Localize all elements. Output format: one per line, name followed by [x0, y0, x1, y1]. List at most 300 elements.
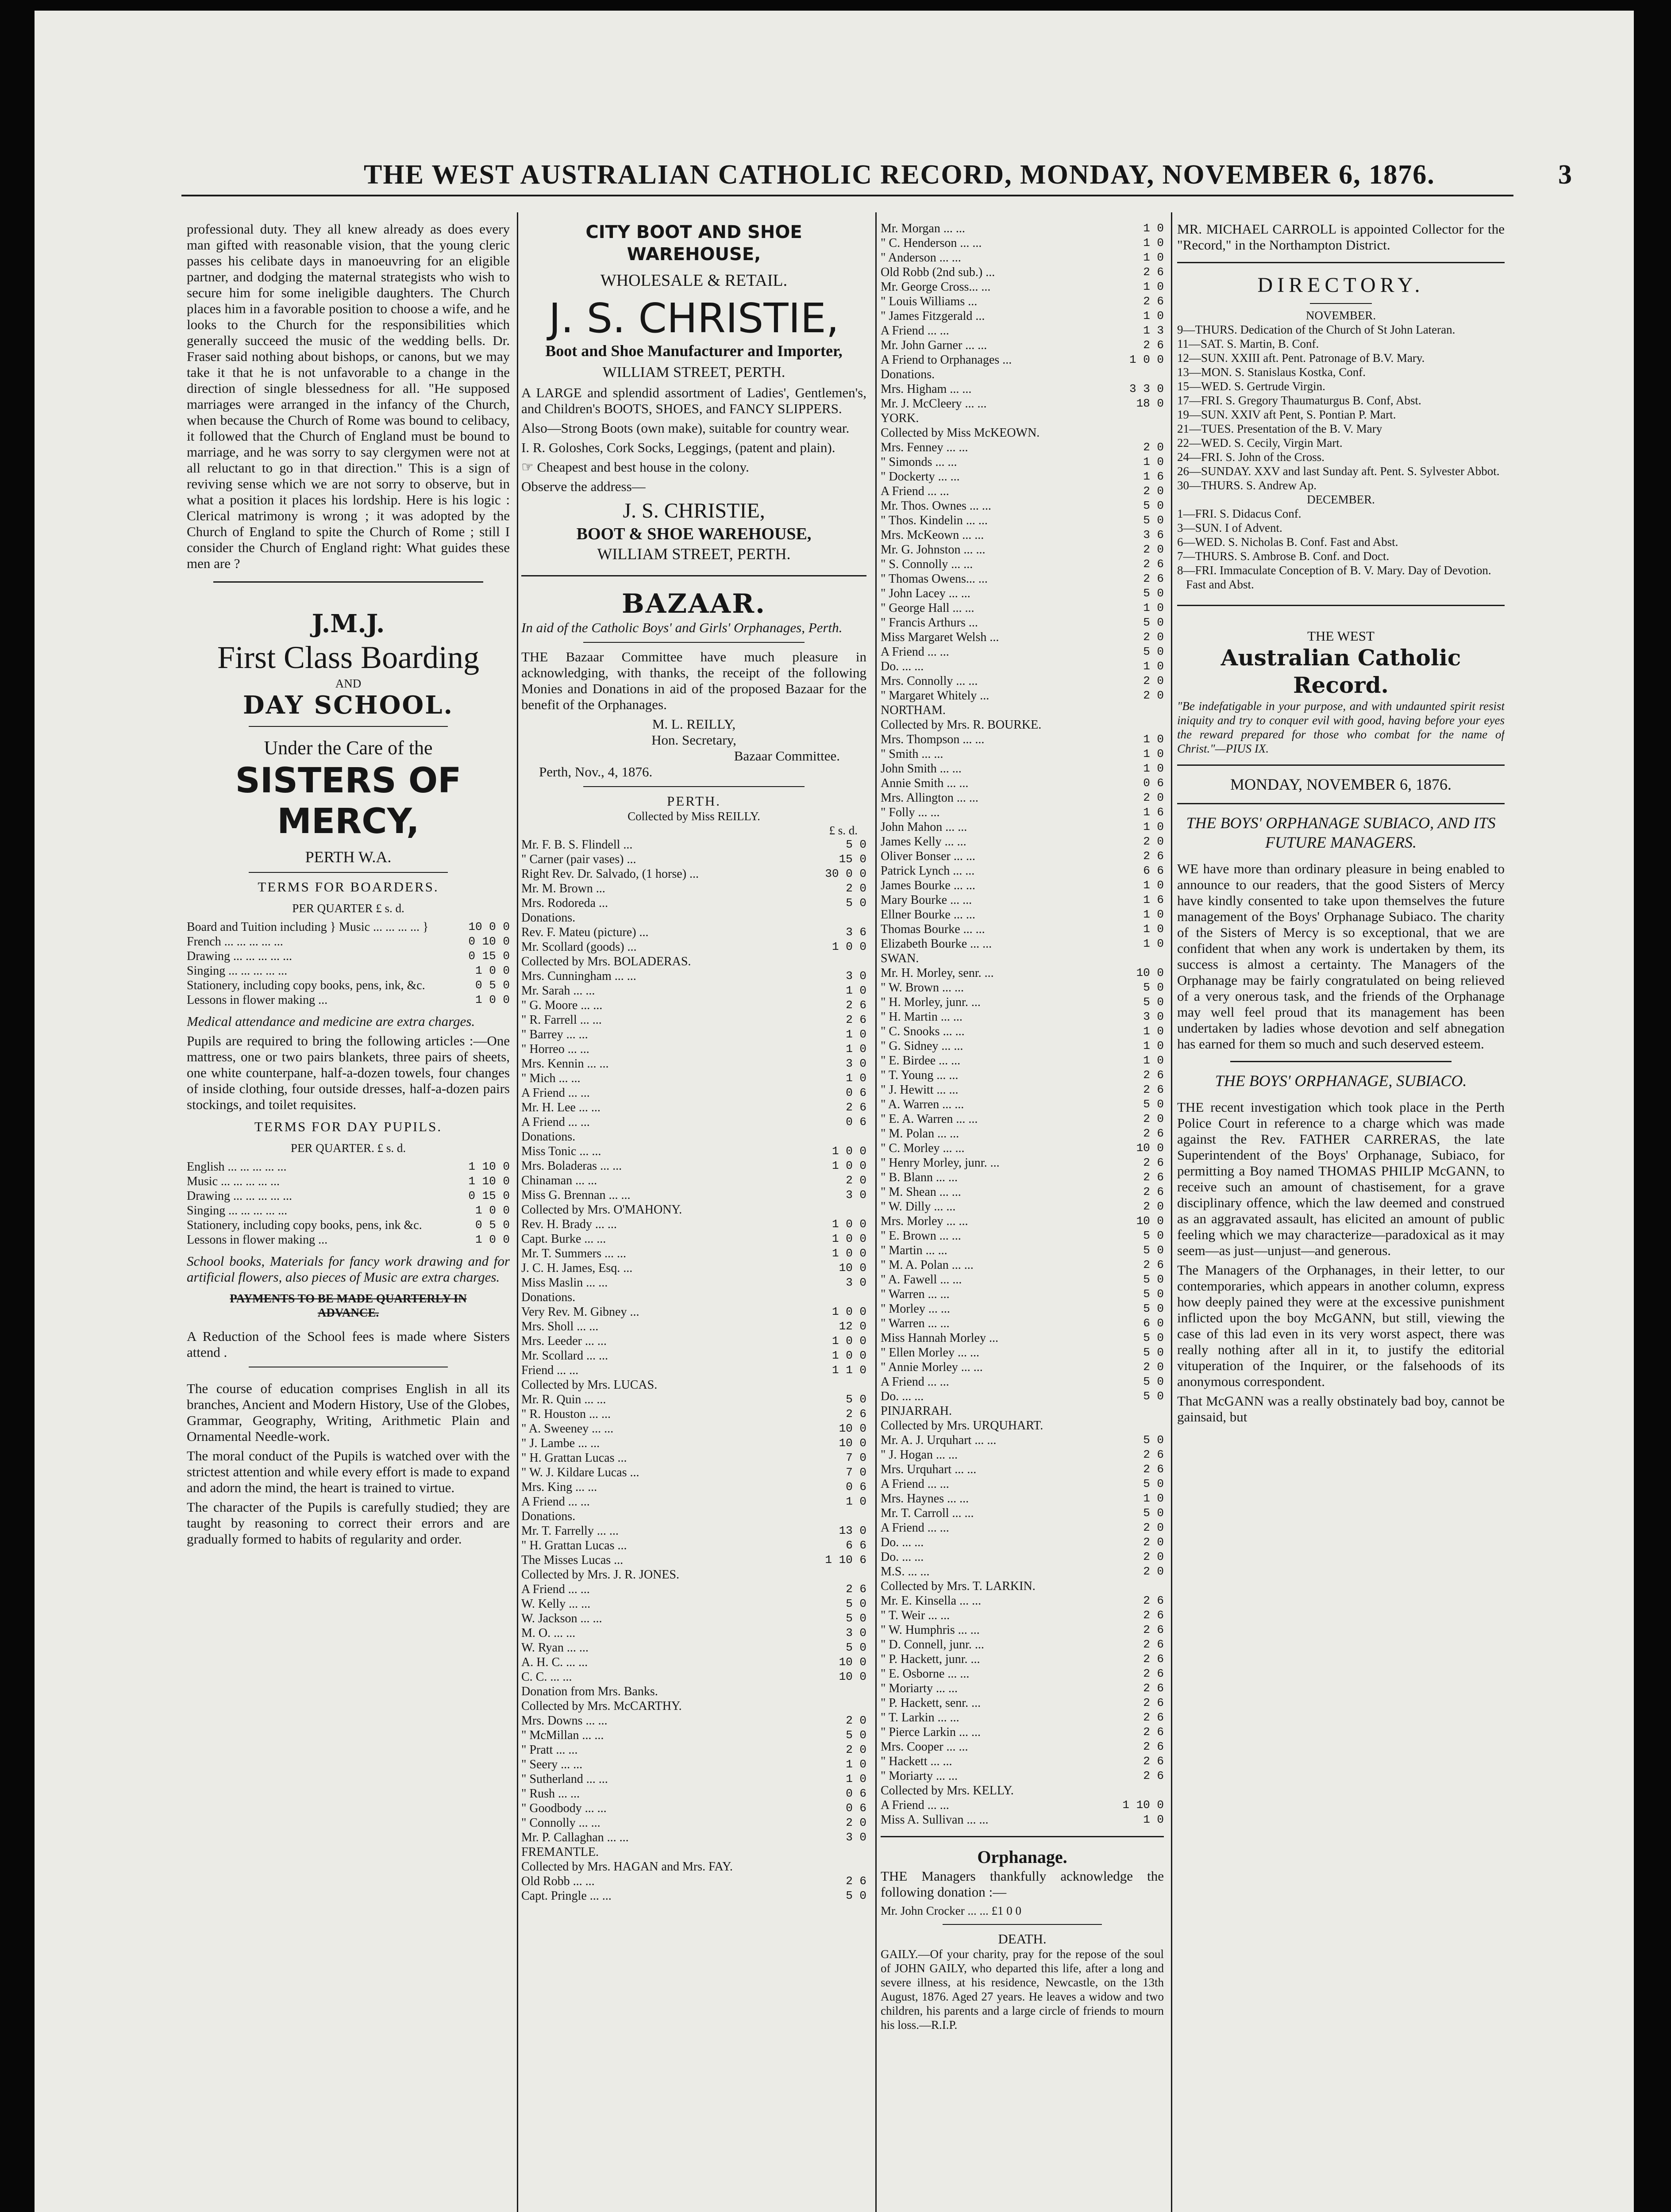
donation-row-name: Donations. — [881, 368, 935, 381]
donation-row — [881, 980, 1164, 995]
donation-row-name: Mrs. Sholl ... ... — [521, 1320, 599, 1333]
directory-entry: 13—MON. S. Stanislaus Kostka, Conf. — [1177, 365, 1366, 379]
donation-row-name: " W. Dilly ... ... — [881, 1200, 956, 1214]
donation-row — [521, 1524, 866, 1538]
page-header — [58, 159, 1572, 188]
donation-row — [881, 382, 1164, 396]
donation-row-name: Donations. — [521, 1290, 576, 1304]
donation-row — [881, 776, 1164, 791]
donation-row — [521, 1086, 866, 1100]
donation-row-name: Collected by Mrs. LUCAS. — [521, 1378, 658, 1392]
donation-row-name: Patrick Lynch ... ... — [881, 864, 975, 878]
donation-row-name: J. C. H. James, Esq. ... — [521, 1261, 633, 1275]
donation-row-amount: 2 6 — [846, 1407, 866, 1421]
donation-row-amount: 0 6 — [846, 1787, 866, 1800]
editorial-paragraph-1: WE have more than ordinary pleasure in being enabled to announce to our readers, that the good Sisters of Mercy have kindly consented to take upon themselves the future management of the Boys' Orphanage Subiaco. The charity of the Sisters of Mercy is so exceptional, that we are confident that when any work is undertaken by them, its success is almost a certainty. The Managers of the Orphanage may be fairly congratulated on being relieved of a very onerous task, and the friends of the Orphanage may well feel proud that its management has been undertaken by ladies whose devotion and self abnegation has earned for them so much and such deserved esteem. — [1177, 861, 1505, 1052]
divider — [521, 575, 866, 576]
donation-row-amount: 1 0 0 — [832, 940, 866, 953]
donation-row-name: John Mahon ... ... — [881, 820, 967, 834]
donation-row-amount: 3 6 — [846, 926, 866, 939]
donation-row-amount: 10 0 — [839, 1436, 866, 1450]
carroll-notice: MR. MICHAEL CARROLL is appointed Collector for the "Record," in the Northampton District. — [1177, 221, 1505, 253]
donation-row-amount: 2 6 — [1143, 1769, 1164, 1782]
orphanage-text: THE Managers thankfully acknowledge the following donation :— — [881, 1868, 1164, 1900]
donation-row — [881, 630, 1164, 645]
fee-row — [187, 993, 510, 1007]
donation-row — [521, 1436, 866, 1451]
fee-row-amount: 1 0 0 — [475, 993, 510, 1006]
donation-row-amount — [791, 1567, 866, 1582]
donation-row — [881, 1258, 1164, 1272]
donation-row — [881, 1141, 1164, 1156]
donation-row-amount: 1 0 — [1143, 280, 1164, 293]
donation-row-name: A Friend ... ... — [521, 1115, 590, 1129]
donation-row-name: " W. Brown ... ... — [881, 981, 964, 995]
course-text: The course of education comprises English in all its branches, Ancient and Modern History, Use of the Globes, Grammar, Geography, Writing, Arithmetic Plain and Ornamental Needle-work. — [187, 1381, 510, 1444]
donation-row-name: Mr. R. Quin ... ... — [521, 1393, 606, 1406]
donation-row-amount: 1 0 — [1143, 1025, 1164, 1038]
donation-row-name: Mr. P. Callaghan ... ... — [521, 1831, 629, 1844]
donation-row-name: Mr. T. Carroll ... ... — [881, 1506, 974, 1520]
donation-row-name: Do. ... ... — [881, 660, 924, 673]
donation-row — [881, 995, 1164, 1010]
donation-row — [521, 969, 866, 983]
donation-row — [881, 469, 1164, 484]
donation-row-amount: 5 0 — [846, 1728, 866, 1742]
donation-row — [881, 440, 1164, 455]
christie-name-2: J. S. CHRISTIE, — [623, 499, 765, 522]
donation-row-amount: 5 0 — [1143, 499, 1164, 512]
donation-row — [521, 1801, 866, 1816]
donation-row-amount: 13 0 — [839, 1524, 866, 1537]
donation-row — [881, 1316, 1164, 1331]
donation-row-amount: 2 0 — [1143, 1360, 1164, 1374]
donation-row-name: Mrs. Urquhart ... ... — [881, 1463, 977, 1476]
donation-row-amount: 2 6 — [1143, 1127, 1164, 1140]
donation-row-amount: 1 0 — [1143, 937, 1164, 950]
donation-row-name: Mrs. Boladeras ... ... — [521, 1159, 622, 1173]
donation-row — [881, 1623, 1164, 1637]
donation-row-amount: 1 0 — [846, 1028, 866, 1041]
donation-row-amount: 1 6 — [1143, 806, 1164, 819]
jmj-heading: J.M.J. — [312, 609, 385, 638]
motto: "Be indefatigable in your purpose, and with undaunted spirit resist iniquity and try to conquer evil with good, having before your eyes the reward prepared for those who combat for the name of Christ."—PIUS IX. — [1177, 699, 1505, 755]
donation-row-name: " E. A. Warren ... ... — [881, 1112, 978, 1126]
directory-entry: 1—FRI. S. Didacus Conf. — [1177, 507, 1301, 520]
page-number: 3 — [1558, 160, 1572, 190]
donation-row-name: " P. Hackett, junr. ... — [881, 1652, 980, 1666]
donation-row — [521, 983, 866, 998]
donation-row — [521, 1275, 866, 1290]
donation-row — [881, 1564, 1164, 1579]
donation-row — [521, 910, 866, 925]
donation-row-amount: 2 0 — [1143, 1536, 1164, 1549]
donation-row — [881, 586, 1164, 601]
donation-row-name: A Friend ... ... — [881, 645, 949, 659]
donation-row-amount: 0 6 — [846, 1480, 866, 1494]
donation-row-name: Oliver Bonser ... ... — [881, 849, 975, 863]
donation-row-amount: 5 0 — [846, 896, 866, 910]
donation-row-name: Mr. Scollard (goods) ... — [521, 940, 637, 954]
donation-row-amount: 3 0 — [846, 1276, 866, 1289]
donation-row — [521, 1816, 866, 1830]
donation-row-name: " Rush ... ... — [521, 1787, 580, 1801]
ad-text-1: A LARGE and splendid assortment of Ladies', Gentlemen's, and Children's BOOTS, SHOES, and FANCY SLIPPERS. — [521, 385, 866, 416]
donation-row-amount — [791, 1699, 866, 1713]
fee-row-name: English ... ... ... ... ... — [187, 1160, 287, 1174]
donation-row-amount: 1 0 — [1143, 747, 1164, 760]
donation-row-amount: 2 6 — [1143, 1682, 1164, 1695]
donation-row-name: Collected by Miss McKEOWN. — [881, 426, 1040, 440]
fee-row-name: Music ... ... ... ... ... — [187, 1175, 280, 1188]
donation-row-amount: 2 6 — [1143, 1696, 1164, 1709]
donation-row-amount: 1 6 — [1143, 470, 1164, 483]
directory-entry: 11—SAT. S. Martin, B. Conf. — [1177, 337, 1319, 350]
donation-row-amount: 5 0 — [1143, 1287, 1164, 1301]
donation-row-amount — [1089, 1404, 1164, 1418]
donation-row — [881, 791, 1164, 805]
pupils-requirements: Pupils are required to bring the following articles :—One mattress, one or two pairs blankets, three pairs of sheets, one white counterpane, half-a-dozen towels, four changes of inside clothing, four outside dresses, half-a-dozen pairs stockings, and toilet requisites. — [187, 1033, 510, 1112]
donation-row — [881, 1345, 1164, 1360]
donation-row-amount: 2 0 — [1143, 1550, 1164, 1563]
donation-row-name: " Dockerty ... ... — [881, 470, 960, 484]
donation-row-amount: 5 0 — [1143, 995, 1164, 1009]
donation-row-name: " Martin ... ... — [881, 1244, 947, 1257]
donation-row — [521, 837, 866, 852]
fee-row-amount: 1 0 0 — [475, 964, 510, 977]
donation-row — [881, 1783, 1164, 1798]
donation-row-amount: 0 6 — [846, 1115, 866, 1129]
donation-row-amount — [1089, 1783, 1164, 1798]
donation-row-name: C. C. ... ... — [521, 1670, 572, 1684]
donation-row-name: Elizabeth Bourke ... ... — [881, 937, 992, 951]
donation-row-amount: 2 6 — [1143, 1083, 1164, 1096]
donation-row — [521, 1217, 866, 1232]
donation-row — [881, 907, 1164, 922]
donation-row — [881, 426, 1164, 440]
donation-row-name: A. H. C. ... ... — [521, 1655, 588, 1669]
donation-row-amount: 1 0 — [846, 1071, 866, 1085]
donation-row — [881, 250, 1164, 265]
dateline: MONDAY, NOVEMBER 6, 1876. — [1230, 776, 1452, 793]
donation-row-amount: 5 0 — [1143, 1477, 1164, 1490]
fee-row — [187, 1203, 510, 1218]
donation-row-name: " H. Grattan Lucas ... — [521, 1451, 627, 1465]
donation-row-name: Mr. H. Morley, senr. ... — [881, 966, 994, 980]
fee-row — [187, 1160, 510, 1174]
donation-row-amount: 2 6 — [1143, 1156, 1164, 1169]
donation-row — [881, 367, 1164, 382]
donation-row-amount: 10 0 — [1136, 1141, 1164, 1155]
donation-row — [881, 937, 1164, 951]
bazaar-date: Perth, Nov., 4, 1876. — [539, 764, 653, 780]
donation-row — [521, 1407, 866, 1421]
donation-row — [521, 1494, 866, 1509]
donation-row-name: Mrs. Cooper ... ... — [881, 1740, 968, 1754]
ad-text-3: I. R. Goloshes, Cork Socks, Leggings, (patent and plain). — [521, 440, 836, 455]
donation-row-name: " Horreo ... ... — [521, 1042, 589, 1056]
donation-row-name: Mr. T. Summers ... ... — [521, 1247, 626, 1260]
donation-row — [881, 1681, 1164, 1696]
donation-row — [521, 1553, 866, 1567]
school-title: First Class Boarding — [217, 640, 480, 675]
christie-name: J. S. CHRISTIE, — [548, 295, 839, 342]
donation-row-name: Mrs. Allington ... ... — [881, 791, 978, 805]
fee-row-name: Singing ... ... ... ... ... — [187, 964, 288, 978]
donation-row-name: Mrs. Thompson ... ... — [881, 733, 985, 746]
donation-row — [521, 1567, 866, 1582]
donation-row — [521, 1684, 866, 1699]
donation-row-name: " E. Birdee ... ... — [881, 1054, 961, 1068]
donation-row — [521, 1027, 866, 1042]
donation-row — [881, 1594, 1164, 1608]
donation-row-amount: 2 0 — [1143, 1521, 1164, 1534]
donation-row-name: Mrs. Higham ... ... — [881, 382, 972, 396]
donation-row — [881, 951, 1164, 966]
donation-row-name: " E. Osborne ... ... — [881, 1667, 970, 1681]
december-heading: DECEMBER. — [1307, 493, 1375, 506]
donation-row-name: Old Robb ... ... — [521, 1874, 595, 1888]
donation-row — [521, 1874, 866, 1889]
donation-row — [521, 1392, 866, 1407]
donation-row — [521, 1699, 866, 1713]
donation-row-amount: 5 0 — [1143, 514, 1164, 527]
donation-row-amount: 3 0 — [846, 1188, 866, 1202]
divider — [1177, 764, 1505, 766]
donation-row-amount: 0 6 — [846, 1801, 866, 1815]
divider — [943, 1924, 1102, 1925]
donation-row-amount: 2 6 — [846, 1013, 866, 1026]
donation-row-amount: 1 0 0 — [832, 1305, 866, 1318]
donation-row — [521, 852, 866, 867]
fee-row-amount: 0 15 0 — [468, 949, 510, 963]
donation-row — [521, 1655, 866, 1670]
donation-row-name: " Ellen Morley ... ... — [881, 1346, 979, 1359]
donation-row-amount: 3 3 0 — [1129, 382, 1164, 396]
donation-row-amount: 2 6 — [1143, 1258, 1164, 1271]
donation-row — [881, 265, 1164, 280]
donation-row — [521, 1246, 866, 1261]
fee-row-amount: 1 0 0 — [475, 1204, 510, 1217]
donation-row — [521, 1480, 866, 1494]
donation-row-amount: 0 6 — [1143, 776, 1164, 790]
donation-row-name: Very Rev. M. Gibney ... — [521, 1305, 639, 1319]
donation-row-name: Do. ... ... — [881, 1550, 924, 1564]
donation-row-name: " George Hall ... ... — [881, 601, 974, 615]
donation-row-amount: 5 0 — [1143, 1390, 1164, 1403]
divider — [1310, 303, 1372, 304]
directory-entry: 7—THURS. S. Ambrose B. Conf. and Doct. — [1177, 549, 1390, 563]
donation-row-amount: 1 0 — [1143, 309, 1164, 323]
newspaper-title: THE WEST AUSTRALIAN CATHOLIC RECORD, MONDAY, NOVEMBER 6, 1876. — [364, 160, 1435, 190]
donation-row — [521, 1100, 866, 1115]
donation-row-amount: 2 6 — [1143, 1609, 1164, 1622]
donation-row-amount: 10 0 — [839, 1670, 866, 1683]
donation-row — [881, 499, 1164, 513]
donation-row — [881, 1462, 1164, 1477]
donation-row-name: Ellner Bourke ... ... — [881, 908, 975, 922]
per-quarter-label-2: PER QUARTER. £ s. d. — [290, 1141, 406, 1155]
donation-row-name: Mrs. Morley ... ... — [881, 1214, 968, 1228]
editorial-heading-2: THE BOYS' ORPHANAGE, SUBIACO. — [1215, 1072, 1467, 1090]
donation-row — [521, 1509, 866, 1524]
donation-row-amount: 5 0 — [1143, 1244, 1164, 1257]
donation-row — [521, 1056, 866, 1071]
donation-row — [521, 1144, 866, 1159]
donation-row-name: Collected by Mrs. R. BOURKE. — [881, 718, 1042, 732]
divider — [249, 872, 448, 873]
donation-row-amount: 2 6 — [1143, 265, 1164, 279]
donation-row — [521, 1626, 866, 1640]
boarders-fee-list — [187, 920, 510, 1007]
donation-row-amount — [791, 1859, 866, 1874]
donation-row-amount: 1 0 0 — [832, 1334, 866, 1348]
fee-row-name: French ... ... ... ... ... — [187, 935, 283, 949]
donation-row-amount: 5 0 — [1143, 1346, 1164, 1359]
bazaar-aid: In aid of the Catholic Boys' and Girls' Orphanages, Perth. — [521, 620, 843, 635]
donation-row — [881, 1302, 1164, 1316]
donation-row-amount: 1 0 — [846, 1042, 866, 1056]
donation-row-name: Miss G. Brennan ... ... — [521, 1188, 631, 1202]
donation-row-amount: 2 0 — [846, 1816, 866, 1829]
donation-row-name: Mr. E. Kinsella ... ... — [881, 1594, 982, 1608]
donation-row — [881, 732, 1164, 747]
donation-row-amount: 5 0 — [846, 1393, 866, 1406]
donation-row-amount: 1 0 — [1143, 236, 1164, 250]
donation-row-name: A Friend ... ... — [881, 484, 949, 498]
donation-row-amount: 2 0 — [1143, 484, 1164, 498]
donation-row — [521, 1378, 866, 1392]
donation-row-name: " S. Connolly ... ... — [881, 557, 973, 571]
donation-row — [521, 1786, 866, 1801]
donation-row-name: Mrs. McKeown ... ... — [881, 528, 984, 542]
donation-row — [881, 966, 1164, 980]
donation-row-amount: 2 0 — [1143, 674, 1164, 687]
donation-row-amount: 1 0 0 — [832, 1217, 866, 1231]
donation-row-amount: 1 1 0 — [832, 1363, 866, 1377]
donation-row-name: A Friend ... ... — [881, 1375, 949, 1389]
column-2 — [521, 221, 866, 2212]
donation-row — [881, 747, 1164, 761]
fee-row-amount: 1 0 0 — [475, 1233, 510, 1246]
donation-row — [881, 1491, 1164, 1506]
trade-label: Boot and Shoe Manufacturer and Importer, — [545, 342, 843, 360]
donation-row — [881, 615, 1164, 630]
donation-row-name: " J. Hogan ... ... — [881, 1448, 958, 1462]
donation-row — [881, 878, 1164, 893]
donation-row-name: " Simonds ... ... — [881, 455, 957, 469]
donation-row-amount — [1089, 426, 1164, 440]
medical-note: Medical attendance and medicine are extra charges. — [187, 1014, 475, 1029]
donation-row — [881, 659, 1164, 674]
donation-row-amount: 1 0 — [846, 984, 866, 997]
donation-row-amount: 2 6 — [1143, 295, 1164, 308]
donation-row — [881, 1083, 1164, 1097]
donation-row-amount: 2 6 — [1143, 1171, 1164, 1184]
donation-row-name: Rev. H. Brady ... ... — [521, 1217, 617, 1231]
divider — [583, 786, 805, 787]
donation-row — [521, 1202, 866, 1217]
donation-row-name: " Louis Williams ... — [881, 295, 978, 308]
donation-row-name: Mrs. Downs ... ... — [521, 1714, 608, 1728]
donation-row-name: Mr. Thos. Ownes ... ... — [881, 499, 991, 513]
donation-row-amount: 1 6 — [1143, 893, 1164, 906]
ad-text-2: Also—Strong Boots (own make), suitable for country wear. — [521, 420, 850, 436]
donation-row-name: " H. Martin ... ... — [881, 1010, 963, 1024]
sisters-of-mercy: SISTERS OF MERCY, — [235, 761, 462, 841]
donation-row-name: " Thomas Owens... ... — [881, 572, 988, 586]
warehouse-heading-2: BOOT & SHOE WAREHOUSE, — [576, 525, 812, 543]
donation-row-name: A Friend ... ... — [881, 1477, 949, 1491]
directory-entry: 9—THURS. Dedication of the Church of St John Lateran. — [1177, 323, 1455, 336]
donation-row-amount: 1 0 — [1143, 1492, 1164, 1505]
lsd-header: £ s. d. — [829, 824, 858, 837]
donation-row-name: Mr. G. Johnston ... ... — [881, 543, 986, 557]
donation-row-name: " H. Morley, junr. ... — [881, 995, 981, 1009]
donation-row-amount: 3 0 — [846, 969, 866, 983]
donation-row-amount: 10 0 — [1136, 1214, 1164, 1228]
directory-heading: DIRECTORY. — [1257, 273, 1425, 297]
donation-row — [521, 1421, 866, 1436]
donation-row — [521, 1305, 866, 1319]
donation-row-amount: 3 0 — [846, 1626, 866, 1640]
donation-row-amount — [1089, 951, 1164, 966]
the-west-label: THE WEST — [1307, 628, 1375, 644]
article-continued: professional duty. They all knew already as does every man gifted with reasonable vision, that the young cleric passes his celibate days in manoeuvring for an eligible partner, and dodging the maternal strategists who wish to secure him for some ineligible daughters. The Church places him in a favorable position to choose a wife, and he looks to the Church for the responsibilities which generally succeed the music of the wedding bells. Dr. Fraser said nothing about bishops, or canons, but we may take it that he is not unfavorable to a change in the direction of single blessedness for all. "He supposed marriages were arranged in the infancy of the Church, when because the Church of Rome was bound to celibacy, it followed that the Church of England must be bound to marriage, and he was sorry to say clergymen were not at all reluctant to go in that direction." This is a sign of reviving sense which we are not sorry to observe, but in what a position it places his lordship. Here is his logic : Clerical matrimony is wrong ; it was adopted by the Church of England to spite the Church of Rome ; still I consider the Church of England right: What guides these men are ? — [187, 221, 510, 571]
donation-row-name: " G. Moore ... ... — [521, 998, 603, 1012]
donation-row — [881, 513, 1164, 528]
donation-row-name: " M. Polan ... ... — [881, 1127, 959, 1141]
fee-row-amount: 10 0 0 — [468, 920, 510, 933]
donation-row — [521, 925, 866, 940]
orphanage-heading: Orphanage. — [977, 1847, 1067, 1867]
donation-row — [881, 1010, 1164, 1024]
donation-row-name: " A. Sweeney ... ... — [521, 1422, 614, 1436]
donation-row-amount: 15 0 — [839, 853, 866, 866]
signature-name: M. L. REILLY, — [652, 716, 736, 732]
donation-row-name: " Barrey ... ... — [521, 1028, 588, 1041]
donation-row-name: Mr. Scollard ... ... — [521, 1349, 608, 1363]
donation-row — [521, 1348, 866, 1363]
collected-by-reilly: Collected by Miss REILLY. — [628, 810, 760, 823]
donation-row-amount: 5 0 — [846, 838, 866, 851]
donation-row — [881, 1696, 1164, 1710]
donation-row — [881, 1652, 1164, 1667]
donation-row — [881, 294, 1164, 309]
donation-row-name: " M. Shean ... ... — [881, 1185, 961, 1199]
donation-row — [881, 893, 1164, 907]
donation-row — [521, 1042, 866, 1056]
donation-row-amount: 6 6 — [846, 1539, 866, 1552]
donation-row-amount: 1 0 — [1143, 660, 1164, 673]
fee-row — [187, 978, 510, 993]
donation-row-amount: 5 0 — [1143, 1506, 1164, 1520]
donation-row-amount: 5 0 — [1143, 1433, 1164, 1447]
donation-row-name: Do. ... ... — [881, 1536, 924, 1549]
donation-row-name: " Henry Morley, junr. ... — [881, 1156, 1000, 1170]
moral-text: The moral conduct of the Pupils is watched over with the strictest attention and while every effort is made to expand and adorn the mind, the heart is trained to virtue. — [187, 1448, 510, 1495]
donation-row — [881, 1608, 1164, 1623]
donation-row-name: Miss A. Sullivan ... ... — [881, 1813, 989, 1827]
donation-row-amount: 1 0 0 — [832, 1144, 866, 1158]
donation-row — [881, 601, 1164, 615]
donation-row-amount: 30 0 0 — [825, 867, 866, 880]
donation-row-name: Mr. John Garner ... ... — [881, 338, 987, 352]
donation-row-amount — [791, 1378, 866, 1392]
donation-row-name: M.S. ... ... — [881, 1565, 930, 1578]
november-heading: NOVEMBER. — [1305, 309, 1376, 322]
donation-row — [881, 1448, 1164, 1462]
